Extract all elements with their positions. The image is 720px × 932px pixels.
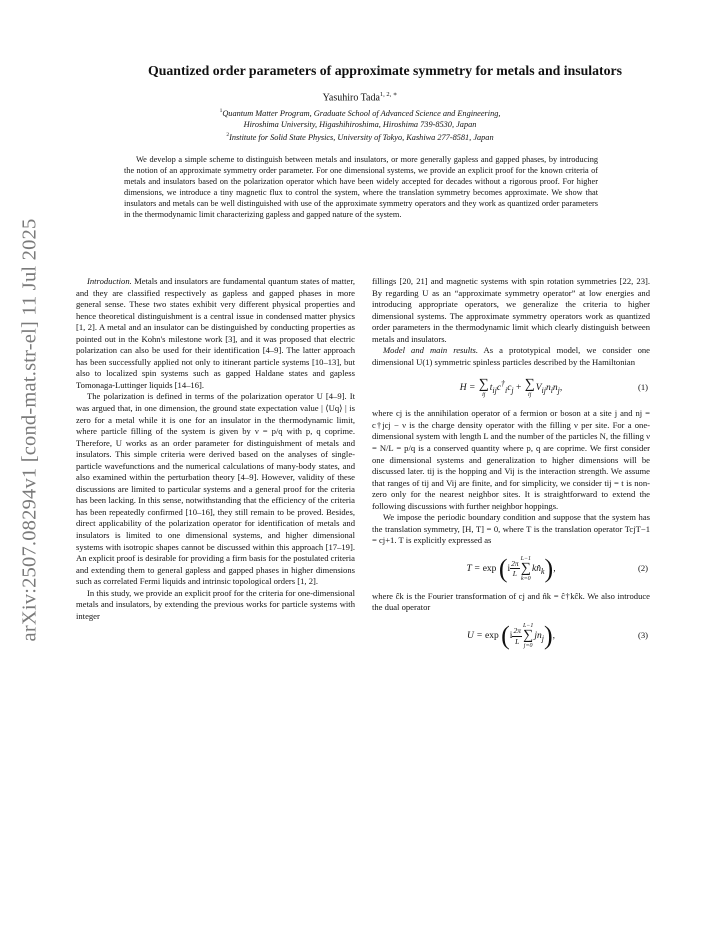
equation-1: H = ∑ ij $t_{ij}c^\dagger_ic_j$ + ∑ ij $V_{ij}n_in_j$, (1) [459, 377, 648, 399]
paper-title: Quantized order parameters of approximate symmetry for metals and insulators [147, 63, 623, 78]
right-column [372, 276, 650, 658]
paragraph: We impose the periodic boundary condition and suppose that the system has the translation symmetry, [H, T] = 0, where T is the translation operator TcjT−1 = cj+1. T is explicitly expressed as [372, 512, 650, 546]
author-marks: 1, 2, ∗ [379, 91, 398, 98]
paragraph: Model and main results. As a prototypical model, we consider one dimensional U(1) symmetric spinless particles described by the Hamiltonian [372, 345, 650, 367]
abstract: We develop a simple scheme to distinguish between metals and insulators, or more generally gapless and gapped phases, by introducing the notion of an approximate symmetry order parameter. For one dimensional systems, we provide an explicit proof for the known criteria of metals and insulators based on the polarization operator which have been widely accepted for decades without a rigorous proof. For higher dimensions, we introduce a tiny magnetic flux to control the system, where the translation symmetry becomes approximate. We show that insulators and metals can be well distinguished with use of the approximate symmetry operators and they work as quantized order parameters in the thermodynamic limit characterizing gapless and gapped nature of the system. [124, 155, 598, 220]
affiliation-line: $^2$Institute for Solid State Physics, University of Tokyo, Kashiwa 277-8581, Japan [226, 132, 494, 143]
equation-number: (1) [637, 382, 648, 393]
paragraph: where cj is the annihilation operator of a fermion or boson at a site j and nj = c†jcj − ν is the charge density operator with the filling ν per site. For a one-dimensional system with length L and the number of the particles N, the filling ν = N/L = p/q is a conserved quantity where p, q are coprime. We first consider one dimensional systems and generalization to higher dimensions will be discussed later. tij is the hopping and Vij is the interaction strength. We assume that ranges of tij and Vij are finite, and for simplicity, we consider tij = t is non-zero only for the nearest neighbor sites. It is straightforward to extend the following discussions with further neighbor hoppings. [372, 408, 650, 511]
author-line [0, 90, 720, 103]
affiliation-line: Hiroshima University, Higashihiroshima, Hiroshima 739-8530, Japan [243, 120, 477, 130]
equation-2: T = exp (i $\frac{2\pi}{L}$ L−1 ∑ k=0 $kn̂_k$), (2) [466, 553, 648, 583]
equation-3: U = exp (i $\frac{2\pi}{L}$ L−1 ∑ j=0 $jn_j$), (3) [467, 621, 648, 651]
arxiv-id-text: arXiv:2507.08294v1 [cond-mat.str-el] 11 Jul 2025 [18, 218, 41, 642]
paragraph: In this study, we provide an explicit proof for the criteria for one-dimensional metals and insulators, by extending the previous works for particle systems with integer [76, 587, 355, 621]
equation-number: (3) [637, 630, 648, 641]
equation-number: (2) [637, 563, 648, 574]
affiliation-line: $^1$Quantum Matter Program, Graduate School of Advanced Science and Engineering, [219, 108, 501, 118]
paragraph: Introduction. Metals and insulators are fundamental quantum states of matter, and they are classified respectively as gapless and gapped phases in more general sense. These two states exhibit very different physical properties and hence theoretical distinguishment is a central issue in condensed matter physics [1, 2]. A metal and an insulator can be distinguished by conducting properties as pointed out in the Kohn's milestone work [3], and it was proposed that electric polarization can also be used for their identification [4–9]. The latter approach has been successfully applied not only to itinerant particle systems [10–13], but also to localized spin systems such as gapped Haldane states and gapless Tomonaga-Luttinger liquids [14–16]. [76, 276, 355, 390]
paragraph: The polarization is defined in terms of the polarization operator U [4–9]. It was argued that, in one dimension, the ground state expectation value | ⟨Uq⟩ | is zero for a metal while it is one for an insulator in the thermodynamic limit, where particle filling of the system is given by ν = p/q with p, q coprime. Therefore, U works as an order parameter for distinguishment of metals and insulators. This simple criteria were derived based on the analyses of single-particle wavefunctions and the numerical calculations of many-body states, and also examined within the perturbation theory [4–9]. However, validity of these discussions are limited to particular systems and a general proof for the criteria has been lacking. In this sense, notwithstanding that the efficiency of the criteria has been repeatedly confirmed [10–16], they still remain to be proved. Besides, direct applicability of the polarization operator for identification of metals and insulators is limited to one dimensional systems, and higher dimensional systems with isotropic shapes cannot be discussed within this approach [17–19]. An explicit proof is desirable for providing a firm basis for the postulated criteria and extending them to general gapless and gapped phases in higher dimensions such as correlated Fermi liquids and intrinsic topological orders [1, 2]. [76, 391, 355, 587]
affiliations [0, 106, 720, 143]
paragraph: where ĉk is the Fourier transformation of cj and n̂k = ĉ†kĉk. We also introduce the dual operator [372, 590, 650, 613]
author-name: Yasuhiro Tada [322, 92, 380, 104]
left-column [76, 276, 355, 622]
paragraph: fillings [20, 21] and magnetic systems with spin rotation symmetries [22, 23]. By regarding U as an “approximate symmetry operator” at low energies and introducing appropriate operators, we generalize the criteria to higher dimensional systems. The approximate symmetry operators work as quantized order parameters in the thermodynamic limit which clearly distinguish between metals and insulators. [372, 276, 650, 344]
